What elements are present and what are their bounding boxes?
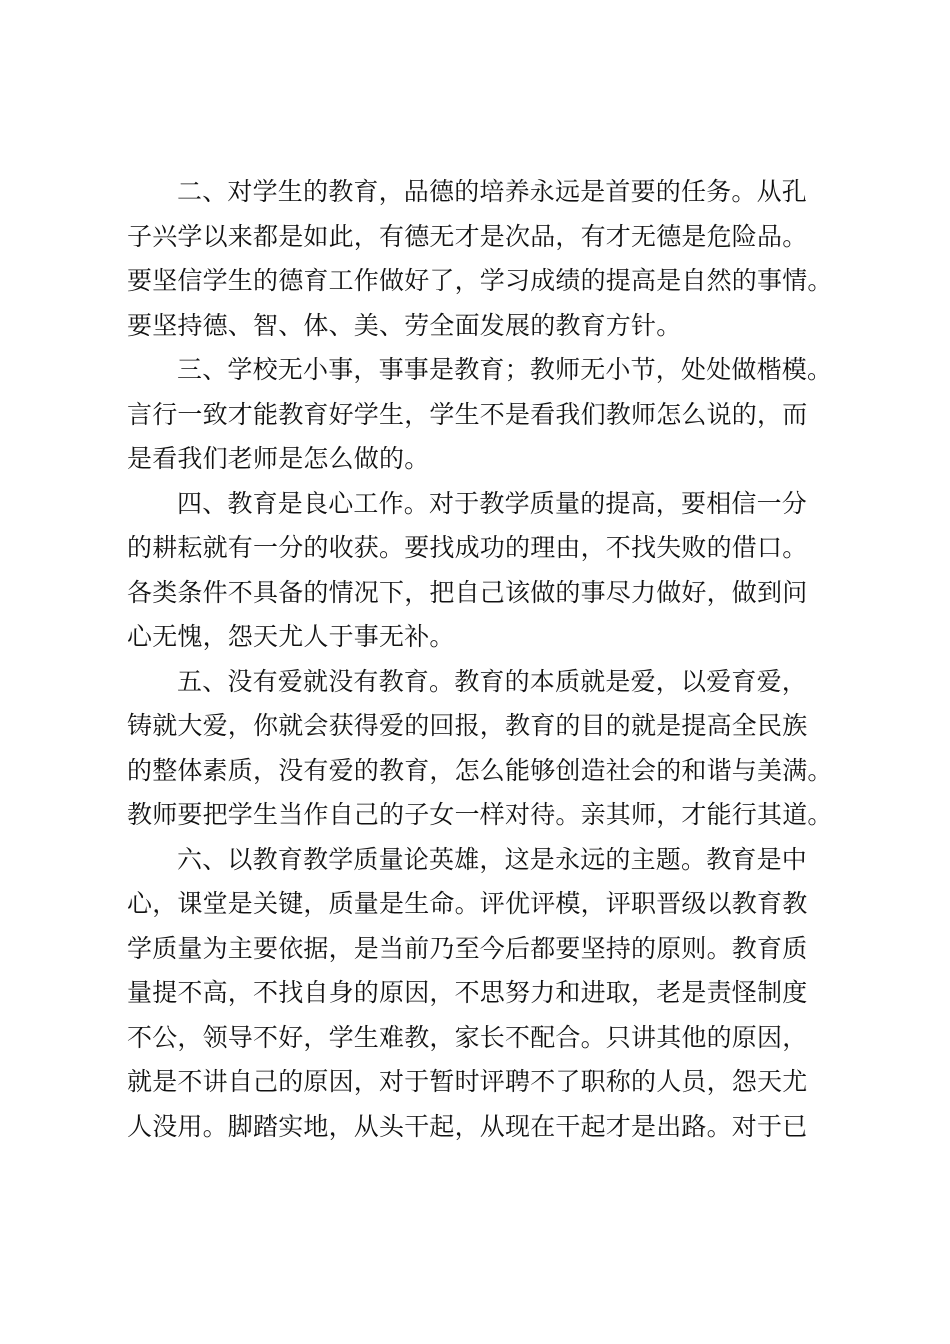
paragraph-5-line-4: 教师要把学生当作自己的子女一样对待。亲其师，才能行其道。 (127, 800, 833, 829)
document-body (127, 170, 839, 1149)
paragraph-6-line-7: 人没用。脚踏实地，从头干起，从现在干起才是出路。对于已 (127, 1111, 808, 1141)
paragraph-4-line-1: 四、教育是良心工作。对于教学质量的提高，要相信一分 (177, 488, 808, 518)
paragraph-4-line-2: 的耕耘就有一分的收获。要找成功的理由，不找失败的借口。 (127, 533, 808, 562)
paragraph-2-line-1: 二、对学生的教育，品德的培养永远是首要的任务。从孔 (177, 177, 808, 206)
paragraph-6-line-4: 量提不高，不找自身的原因，不思努力和进取，老是责怪制度 (127, 978, 808, 1007)
paragraph-6-line-1: 六、以教育教学质量论英雄，这是永远的主题。教育是中 (177, 844, 808, 874)
paragraph-5-line-1: 五、没有爱就没有教育。教育的本质就是爱，以爱育爱， (177, 666, 808, 696)
paragraph-2-line-4: 要坚持德、智、体、美、劳全面发展的教育方针。 (127, 310, 682, 340)
paragraph-3-line-2: 言行一致才能教育好学生，学生不是看我们教师怎么说的，而 (127, 399, 808, 429)
paragraph-5-line-3: 的整体素质，没有爱的教育，怎么能够创造社会的和谐与美满。 (127, 755, 833, 785)
paragraph-2-line-2: 子兴学以来都是如此，有德无才是次品，有才无德是危险品。 (127, 221, 808, 251)
paragraph-3-line-3: 是看我们老师是怎么做的。 (127, 444, 430, 473)
paragraph-6-line-2: 心，课堂是关键，质量是生命。评优评模，评职晋级以教育教 (127, 889, 808, 918)
paragraph-6-line-5: 不公，领导不好，学生难教，家长不配合。只讲其他的原因， (127, 1022, 808, 1052)
paragraph-6-line-6: 就是不讲自己的原因，对于暂时评聘不了职称的人员，怨天尤 (127, 1067, 808, 1096)
paragraph-4-line-3: 各类条件不具备的情况下，把自己该做的事尽力做好，做到问 (127, 577, 808, 607)
paragraph-3-line-1: 三、学校无小事，事事是教育；教师无小节，处处做楷模。 (177, 355, 833, 384)
paragraph-6-line-3: 学质量为主要依据，是当前乃至今后都要坚持的原则。教育质 (127, 933, 808, 963)
paragraph-5-line-2: 铸就大爱，你就会获得爱的回报，教育的目的就是提高全民族 (127, 711, 808, 740)
paragraph-2-line-3: 要坚信学生的德育工作做好了，学习成绩的提高是自然的事情。 (127, 266, 833, 295)
paragraph-4-line-4: 心无愧，怨天尤人于事无补。 (127, 622, 455, 651)
